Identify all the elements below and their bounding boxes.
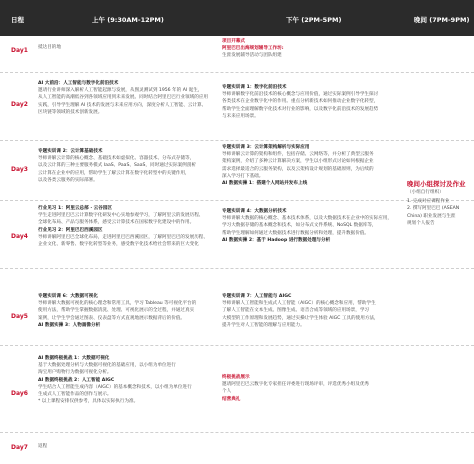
day-label: Day4 (11, 233, 28, 240)
activity-text: 与未来应用场景。 (222, 113, 259, 119)
activity-text: 学生走进阿里巴巴云计算数字化研发中心实地参观学习，了解阿里云的发展历程、 (38, 213, 204, 219)
activity-text: 了解人工智能在文本生成、图像生成、语音合成等领域的应用场景，学习 (222, 308, 370, 314)
activity-text: 需求选择最适合的云服务架构，以及云架构设计规划的基础原则，为后续的 (222, 166, 374, 172)
header-afternoon: 下午 (2PM-5PM) (286, 16, 342, 24)
day6-morning (38, 355, 216, 405)
activity-text: 深入学习打下基础。 (222, 173, 264, 179)
day2-morning (38, 80, 216, 116)
activity-text: 帮助学生理解如何通过大数据技术进行数据分析和处理，提升数据价值。 (222, 230, 370, 236)
activity-text: 个人 (222, 389, 232, 395)
activity-text: 导师讲解云计算的架构和组件，包括存储、云网络等，并分析了典型云服务 (222, 152, 374, 158)
activity-title: 行业见习 2：阿里巴巴西溪园区 (38, 227, 103, 233)
activity-title: 专题实训课 4：大数据分析技术 (222, 209, 287, 214)
activity-text: 案例，让学生学会通过图表、仪表盘等方式直观地展示数据背后的价值。 (38, 315, 186, 321)
row-divider (0, 200, 474, 201)
row-divider (0, 432, 474, 433)
row-divider (0, 72, 474, 73)
header-date: 日程 (11, 16, 24, 24)
activity-text: 导师讲解人工智能和生成式人工智能（AIGC）的核心概念和应用，帮助学生 (222, 301, 376, 307)
activity-text: 返程 (38, 444, 48, 449)
activity-text: 架构案例，介绍了多种云计算解决方案，学生以小组形式讨论如何根据企业 (222, 159, 374, 165)
day3-afternoon (222, 144, 402, 187)
activity-text: 邀请阿里巴巴云数字化专家担任评委进行现场评审，评选优秀小组及优秀 (222, 382, 370, 388)
activity-text: 导师讲解云计算的核心概念、基础技术如虚拟化、容器技术、分布式存储等， (38, 156, 195, 162)
activity-text: 各类技术在企业数字化中的作用。重点分析新技术如何推动企业数字化转型， (222, 99, 379, 105)
activity-title: AI 大前沿：人工智能与数字化前沿技术 (38, 81, 119, 86)
row-divider (0, 140, 474, 141)
header-evening: 晚间 (7PM-9PM) (414, 16, 470, 24)
activity-title: AI 数据实操 2：基于 Hadoop 进行数据处理与分析 (222, 237, 331, 243)
activity-text: 帮助学生全面理解数字化技术对行业的影响，以及数字化前沿技术的发展趋势 (222, 106, 379, 112)
day6-afternoon (222, 374, 402, 403)
header-morning: 上午 (9:30AM-12PM) (92, 16, 164, 24)
day-label: Day5 (11, 313, 28, 320)
activity-title: 阿里巴巴出海规划辅导工作坊: (222, 46, 284, 52)
day-label: Day6 (11, 390, 28, 397)
row-divider (0, 268, 474, 269)
day2-afternoon (222, 84, 402, 120)
activity-text: 以及云计算的三种主要服务模式 IaaS、PaaS、SaaS，同时通过实际案例剖析 (38, 163, 196, 169)
activity-title: AI 数据终极挑战 2：人工智能 AIGC (38, 377, 115, 383)
activity-title: 终极挑战展示 (222, 375, 250, 380)
day1-afternoon (222, 38, 402, 60)
day4-afternoon (222, 208, 402, 244)
activity-title: AI 数据终极挑战 1：大数据可视化 (38, 356, 110, 361)
activity-title: 专题实训课 7：人工智能与 AIGC (222, 294, 292, 299)
activity-title: 结营典礼 (222, 396, 241, 402)
day5-morning (38, 293, 216, 329)
day-label: Day3 (11, 166, 28, 173)
day-label: Day2 (11, 101, 28, 108)
day7-morning (38, 443, 208, 450)
activity-text: 提升学生对人工智能的理解与应用能力。 (222, 322, 305, 328)
day3-morning (38, 148, 216, 184)
evening-task: 规划个人报告 (407, 220, 435, 226)
activity-text: 全球化布局、产品与服务体系，感受云计算技术在国家数字化建设中的作用。 (38, 220, 195, 226)
activity-title: 专题实训课 3：云计算架构解析与实际应用 (222, 145, 310, 150)
activity-text: 云计算在企业中的应用，帮助学生了解云计算在数字化转型中的关键作用， (38, 170, 190, 176)
evening-session (407, 180, 469, 227)
activity-text: 企业文化、新零售、数字化转型等业务，感受数字化技术给社会带来的巨大变化 (38, 242, 199, 248)
activity-text: 邀请行业讲师深入解析人工智能起源与发展，从图灵测试到 1956 年的 AI 诞生， (38, 88, 203, 94)
evening-title: 晚间小组探讨及作业 (407, 180, 466, 188)
activity-text: 抵达目的地 (38, 45, 61, 50)
activity-text: 学生结合人工智能生成内容（AIGC）的基本概念和技术，以小组为单位进行 (38, 384, 192, 390)
day4-morning (38, 205, 216, 248)
activity-text: 使用方法，帮助学生掌握数据清洗、处理、可视化展示的全过程，并通过真实 (38, 308, 195, 314)
activity-text: 导师讲解阿里巴巴全球化布局，走进阿里巴巴西溪园区，了解阿里巴巴的发展历程、 (38, 234, 208, 240)
row-divider (0, 345, 474, 346)
activity-text: 实践，引导学生理解 AI 技术的发展与未来应用方向，深度分析人工智能、云计算、 (38, 102, 207, 108)
activity-text: 导师讲解大数据的核心概念、基本技术体系，以及大数据技术在企业中的实际应用， (222, 216, 392, 222)
footnote: * 以上课程安排仅供参考，具体以实际执行为准。 (38, 399, 139, 405)
evening-task: 2. 撰写阿里巴巴 (ASEAN China) 职业发展与生涯 (407, 206, 460, 219)
day5-afternoon (222, 293, 402, 329)
day1-morning (38, 44, 208, 51)
activity-text: 以及各类云服务的实际部署。 (38, 177, 98, 183)
activity-title: AI 数据实操 3：人物画像分析 (38, 322, 101, 328)
activity-text: 大模型的工作原理和发展趋势，通过实操让学生体验 AIGC 工具的使用方法， (222, 315, 379, 321)
activity-title: 专题实训课 2：云计算基础技术 (38, 149, 103, 154)
activity-title: 项目开幕式 (222, 39, 245, 44)
day-label: Day7 (11, 444, 28, 451)
table-header (0, 0, 474, 36)
day-label: Day1 (11, 47, 28, 54)
evening-task: 1. 完成对应课程作业 (407, 199, 450, 205)
activity-text: 区块链等领域的技术创新发展。 (38, 109, 103, 115)
activity-text: 导师讲解数字化前沿技术的核心概念与应用价值，通过实际案例引导学生探讨 (222, 92, 379, 98)
activity-text: 生涯发展辅导活动与团队组建 (222, 53, 282, 59)
activity-text: 生成式人工智能作品的创作与展示。 (38, 392, 112, 398)
activity-text: 学习大数据存储的基本概念和技术，如分布式文件系统、NoSQL 数据库等， (222, 223, 377, 229)
activity-title: 专题实训课 1：数字化前沿技术 (222, 85, 287, 90)
activity-text: 从人工智能的高潮低谷到各领域应用到未来发展。同时结合阿里巴巴行业领域的应用 (38, 95, 208, 101)
evening-subtitle: （小组自行组织） (407, 190, 444, 195)
activity-title: 行业见习 1：阿里云总部 · 云谷园区 (38, 206, 113, 211)
activity-text: 导师讲解大数据可视化的核心理念和常用工具，学习 Tableau 等可视化平台的 (38, 301, 197, 307)
activity-text: 基于大数据处理分析与大数据可视化的基础应用，以小组为单位进行 (38, 363, 176, 369)
activity-text: 淘宝用户购物行为数据可视化分析。 (38, 370, 112, 376)
activity-title: 专题实训课 6：大数据可视化 (38, 294, 98, 299)
activity-title: AI 数据实操 1：搭建个人网站并发布上线 (222, 181, 308, 187)
